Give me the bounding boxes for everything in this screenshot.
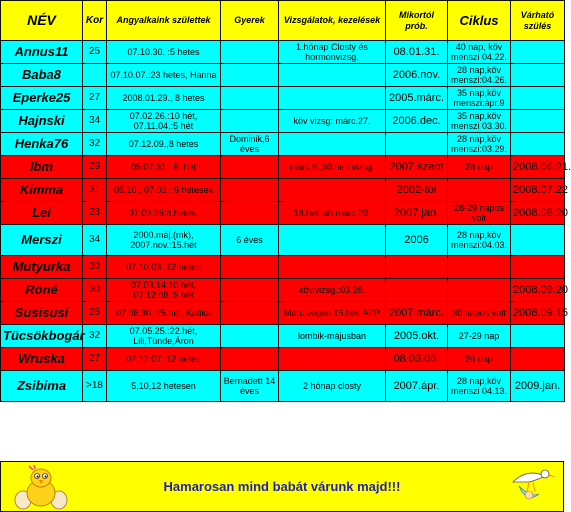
cell-varhato (511, 87, 565, 110)
cell-varhato: 2008.07.22 (511, 179, 565, 202)
cell-vizsgalatok: Márc.végén 16.heti AFP (279, 302, 386, 325)
cell-mikortol: 2006 (386, 225, 448, 256)
cell-angyalkaink: 07.10.07.:23 hetes, Hanna (107, 64, 221, 87)
cell-kor (83, 64, 107, 87)
cell-gyerek: 6 éves (221, 225, 279, 256)
cell-mikortol: 2006.nov. (386, 64, 448, 87)
cell-vizsgalatok (279, 64, 386, 87)
table-row (1, 133, 565, 156)
cell-varhato (511, 225, 565, 256)
cell-kor: 29 (83, 156, 107, 179)
cell-ciklus: 28 nap,köv menszi:04.03. (448, 225, 511, 256)
cell-angyalkaink: 07.05.25.:22.hét, Lili,Tünde,Áron (107, 325, 221, 348)
cell-ciklus: 30 napos volt (448, 302, 511, 325)
cell-vizsgalatok (279, 225, 386, 256)
cell-nev: Röné (1, 279, 83, 302)
header-varhato: Várható szülés (511, 1, 565, 41)
cell-nev: Mutyurka (1, 256, 83, 279)
cell-kor: 30 (83, 256, 107, 279)
header-mikortol: Mikortól prób. (386, 1, 448, 41)
cell-varhato (511, 256, 565, 279)
cell-vizsgalatok (279, 348, 386, 371)
cell-gyerek (221, 41, 279, 64)
cell-angyalkaink: 05.10., 07.03.: 9 hetesek (107, 179, 221, 202)
cell-nev: Kimma (1, 179, 83, 202)
table-row (1, 179, 565, 202)
cell-nev: Merszi (1, 225, 83, 256)
cell-nev: Ibm (1, 156, 83, 179)
cell-vizsgalatok (279, 179, 386, 202)
cell-varhato (511, 64, 565, 87)
cell-gyerek (221, 179, 279, 202)
cell-gyerek (221, 110, 279, 133)
table-row (1, 110, 565, 133)
cell-varhato: 2008.06.21. (511, 156, 565, 179)
cell-kor: 27 (83, 87, 107, 110)
cell-ciklus: 35 nap,köv menszi:ápr.9 (448, 87, 511, 110)
cell-kor: 28 (83, 202, 107, 225)
footer-text: Hamarosan mind babát várunk majd!!! (163, 479, 401, 494)
cell-kor: 27 (83, 348, 107, 371)
cell-gyerek: Bernadett 14 éves (221, 371, 279, 402)
table-row (1, 87, 565, 110)
cell-kor: 31 (83, 179, 107, 202)
header-ciklus: Ciklus (448, 1, 511, 41)
table-body (1, 41, 571, 402)
table-row (1, 302, 565, 325)
cell-gyerek: Dominik,6 éves (221, 133, 279, 156)
cell-angyalkaink: 07.09.26:8.hetes. (107, 202, 221, 225)
cell-nev: Lei (1, 202, 83, 225)
cell-gyerek (221, 256, 279, 279)
header-vizsgalatok: Vizsgálatok, kezelések (279, 1, 386, 41)
cell-varhato (511, 41, 565, 64)
cell-ciklus: 28 nap,köv menszi:04.26. (448, 64, 511, 87)
cell-angyalkaink: 07.02.26.:10 hét, 07.11.04.:5 hét (107, 110, 221, 133)
cell-kor: 25 (83, 41, 107, 64)
cell-varhato (511, 348, 565, 371)
cell-gyerek (221, 87, 279, 110)
cell-nev: Zsibima (1, 371, 83, 402)
cell-gyerek (221, 325, 279, 348)
cell-nev: Henka76 (1, 133, 83, 156)
table-row (1, 225, 565, 256)
cell-kor: 25 (83, 302, 107, 325)
table-row (1, 202, 565, 225)
cell-vizsgalatok: 18.heti uh:márc.20. (279, 202, 386, 225)
cell-kor: 32 (83, 325, 107, 348)
cell-gyerek (221, 156, 279, 179)
cell-mikortol (386, 279, 448, 302)
cell-nev: Hajnski (1, 110, 83, 133)
cell-ciklus: 28-29 napos volt (448, 202, 511, 225)
cell-varhato: 2008.09.20 (511, 279, 565, 302)
cell-mikortol (386, 133, 448, 156)
cell-vizsgalatok: köv vizsg: márc.27. (279, 110, 386, 133)
cell-kor: >18 (83, 371, 107, 402)
cell-varhato: 2009.jan. (511, 371, 565, 402)
cell-mikortol (386, 256, 448, 279)
cell-angyalkaink: 5,10,12 hetesen (107, 371, 221, 402)
cell-mikortol: 2005.okt. (386, 325, 448, 348)
cell-angyalkaink: 2000.máj.(mk), 2007.nov.:15.hét (107, 225, 221, 256)
cell-mikortol: 2007.ápr. (386, 371, 448, 402)
cell-gyerek (221, 348, 279, 371)
cell-angyalkaink: 2008.01.29., 8 hetes (107, 87, 221, 110)
header-gyerek: Gyerek (221, 1, 279, 41)
cell-vizsgalatok (279, 133, 386, 156)
cell-ciklus (448, 279, 511, 302)
cell-nev: Wruska (1, 348, 83, 371)
footer-banner (0, 461, 564, 512)
cell-kor: 32 (83, 133, 107, 156)
cell-vizsgalatok: köv.vizsg.:03.28. (279, 279, 386, 302)
cell-gyerek (221, 302, 279, 325)
cell-nev: Susisusi (1, 302, 83, 325)
cell-ciklus (448, 256, 511, 279)
cell-angyalkaink: 07.12.07.:12 hetes (107, 348, 221, 371)
cell-gyerek (221, 64, 279, 87)
cell-gyerek (221, 202, 279, 225)
cell-mikortol: 2007.márc. (386, 302, 448, 325)
cell-vizsgalatok: márc.9.,30.heti vizsg. (279, 156, 386, 179)
cell-angyalkaink: 07.03.14:10.hét, 07.12.08.:5.hét (107, 279, 221, 302)
header-row (1, 1, 565, 41)
cell-mikortol: 08.01.31. (386, 41, 448, 64)
cell-varhato (511, 110, 565, 133)
cell-varhato: 2008.08.20 (511, 202, 565, 225)
table-row (1, 41, 565, 64)
cell-nev: Eperke25 (1, 87, 83, 110)
header-nev: NÉV (1, 1, 83, 41)
cell-ciklus: 26 nap (448, 348, 511, 371)
cell-gyerek (221, 279, 279, 302)
cell-varhato: 2008.09.15 (511, 302, 565, 325)
cell-angyalkaink: 07.12.09.,8 hetes (107, 133, 221, 156)
cell-mikortol: 2007.jan. (386, 202, 448, 225)
cell-kor: 34 (83, 110, 107, 133)
cell-mikortol: 2006.dec. (386, 110, 448, 133)
cell-ciklus: 40 nap, köv menszi 04.22. (448, 41, 511, 64)
table-row (1, 348, 565, 371)
cell-angyalkaink: 05.07.31.: 9. hét (107, 156, 221, 179)
table-row (1, 279, 565, 302)
cell-kor: 30 (83, 279, 107, 302)
cell-nev: Annus11 (1, 41, 83, 64)
cell-vizsgalatok (279, 256, 386, 279)
cell-varhato (511, 325, 565, 348)
cell-ciklus: 28 nap,köv menszi:03.29. (448, 133, 511, 156)
cell-mikortol: 2005.márc. (386, 87, 448, 110)
cell-angyalkaink: 07.08.30.:25.hét, Katika (107, 302, 221, 325)
cell-vizsgalatok: lombik-májusban (279, 325, 386, 348)
cell-ciklus: 27-29 nap (448, 325, 511, 348)
cell-vizsgalatok (279, 87, 386, 110)
cell-nev: Baba8 (1, 64, 83, 87)
cell-ciklus: 28 nap,köv menszi 04.13. (448, 371, 511, 402)
cell-vizsgalatok: 2 hónap closty (279, 371, 386, 402)
cell-mikortol: 2002-től (386, 179, 448, 202)
cell-ciklus: 28 nap (448, 156, 511, 179)
cell-mikortol: 2007.szept (386, 156, 448, 179)
header-kor: Kor (83, 1, 107, 41)
cell-nev: Tücsökbogár (1, 325, 83, 348)
table-row (1, 325, 565, 348)
table-row (1, 371, 565, 402)
cell-kor: 34 (83, 225, 107, 256)
cell-angyalkaink: 07.10.30. :5 hetes (107, 41, 221, 64)
cell-ciklus (448, 179, 511, 202)
table-row (1, 156, 565, 179)
cell-vizsgalatok: 1.hónap Closty és hormonvizsg. (279, 41, 386, 64)
table-row (1, 64, 565, 87)
header-angyalkaink: Angyalkaink születtek (107, 1, 221, 41)
table-row (1, 256, 565, 279)
cell-ciklus: 35 nap,köv menszi 03.30. (448, 110, 511, 133)
cell-varhato (511, 133, 565, 156)
stork-with-baby-icon (507, 464, 557, 510)
cell-mikortol: 08.03.06. (386, 348, 448, 371)
cell-angyalkaink: 07.10.03.:12 hetes (107, 256, 221, 279)
